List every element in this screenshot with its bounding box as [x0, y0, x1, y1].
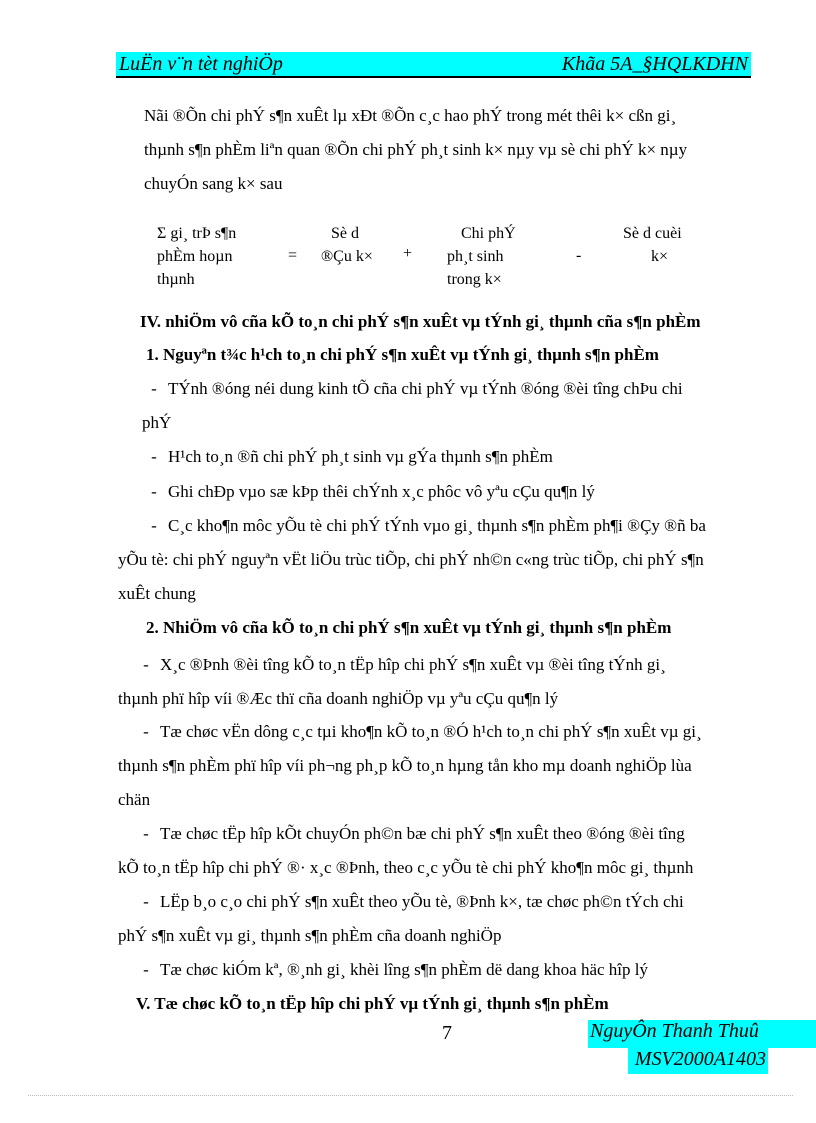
page-number: 7 [442, 1022, 452, 1044]
list-item: - X¸c ®Þnh ®èi tîng kÕ to¸n tËp hîp chi phÝ s¶n xuÊt vµ ®èi tîng tÝnh gi¸ thµnh phï hîp víi ®Æc thï cña doanh nghiÖp vµ yªu cÇu qu¶n lý [118, 655, 666, 708]
formula-minus: - [576, 247, 582, 264]
header-thesis-label: LuËn v¨n tèt nghiÖp [119, 53, 283, 75]
page-bottom-rule [28, 1095, 793, 1096]
list-item: - H¹ch to¸n ®ñ chi phÝ ph¸t sinh vµ gÝa thµnh s¶n phÈm [151, 447, 553, 466]
formula-lhs: Σ gi¸ trÞ s¶n phÈm hoµn thµnh [157, 225, 237, 288]
intro-paragraph: Nãi ®Õn chi phÝ s¶n xuÊt lµ xÐt ®Õn c¸c hao phÝ trong mét thêi k× cßn gi¸ thµnh s¶n phÈm liªn quan ®Õn chi phÝ ph¸t sinh k× nµy vµ sè chi phÝ k× nµy chuyÓn sang k× sau [144, 106, 688, 193]
header-class-label: Khãa 5A_§HQLKDHN [561, 53, 748, 75]
footer-author: NguyÔn Thanh Thuû [588, 1020, 816, 1048]
list-item: - Tæ chøc tËp hîp kÕt chuyÓn ph©n bæ chi phÝ s¶n xuÊt theo ®óng ®èi tîng kÕ to¸n tËp hîp chi phÝ ®· x¸c ®Þnh, theo c¸c yÕu tè chi phÝ kho¶n môc gi¸ thµnh [118, 824, 694, 877]
list-item: - Tæ chøc kiÓm kª, ®¸nh gi¸ khèi lîng s¶n phÈm dë dang khoa häc hîp lý [143, 960, 649, 979]
subsection-2-heading: 2. NhiÖm vô cña kÕ to¸n chi phÝ s¶n xuÊt vµ tÝnh gi¸ thµnh s¶n phÈm [146, 618, 672, 637]
formula-opening-balance: Sè d ®Çu k× [321, 225, 373, 265]
running-header [116, 52, 751, 78]
footer-student-id: MSV2000A1403 [628, 1048, 768, 1074]
list-item: - C¸c kho¶n môc yÕu tè chi phÝ tÝnh vµo gi¸ thµnh s¶n phÈm ph¶i ®Çy ®ñ ba yÕu tè: chi phÝ nguyªn vËt liÖu trùc tiÕp, chi phÝ nh©n c«ng trùc tiÕp, chi phÝ s¶n xuÊt chung [118, 516, 706, 603]
list-item: - TÝnh ®óng néi dung kinh tÕ cña chi phÝ vµ tÝnh ®óng ®èi tîng chÞu chi phÝ [142, 379, 683, 432]
section-iv-heading: IV. nhiÖm vô cña kÕ to¸n chi phÝ s¶n xuÊt vµ tÝnh gi¸ thµnh cña s¶n phÈm [140, 312, 701, 331]
list-item: - Ghi chÐp vµo sæ kÞp thêi chÝnh x¸c phôc vô yªu cÇu qu¶n lý [151, 482, 595, 501]
section-v-heading: V. Tæ chøc kÕ to¸n tËp hîp chi phÝ vµ tÝnh gi¸ thµnh s¶n phÈm [136, 994, 609, 1013]
list-item: - Tæ chøc vËn dông c¸c tµi kho¶n kÕ to¸n ®Ó h¹ch to¸n chi phÝ s¶n xuÊt vµ gi¸ thµnh s¶n phÈm phï hîp víi ph¬ng ph¸p kÕ to¸n hµng tån kho mµ doanh nghiÖp lùa chän [118, 722, 702, 809]
formula-equals: = [288, 247, 298, 264]
formula-plus: + [403, 245, 413, 262]
formula-closing-balance: Sè d cuèi k× [623, 225, 682, 265]
formula-period-cost: Chi phÝ ph¸t sinh trong k× [447, 225, 516, 288]
list-item: - LËp b¸o c¸o chi phÝ s¶n xuÊt theo yÕu tè, ®Þnh k×, tæ chøc ph©n tÝch chi phÝ s¶n xuÊt vµ gi¸ thµnh s¶n phÈm cña doanh nghiÖp [118, 892, 684, 945]
subsection-1-heading: 1. Nguyªn t¾c h¹ch to¸n chi phÝ s¶n xuÊt vµ tÝnh gi¸ thµnh s¶n phÈm [146, 345, 659, 364]
